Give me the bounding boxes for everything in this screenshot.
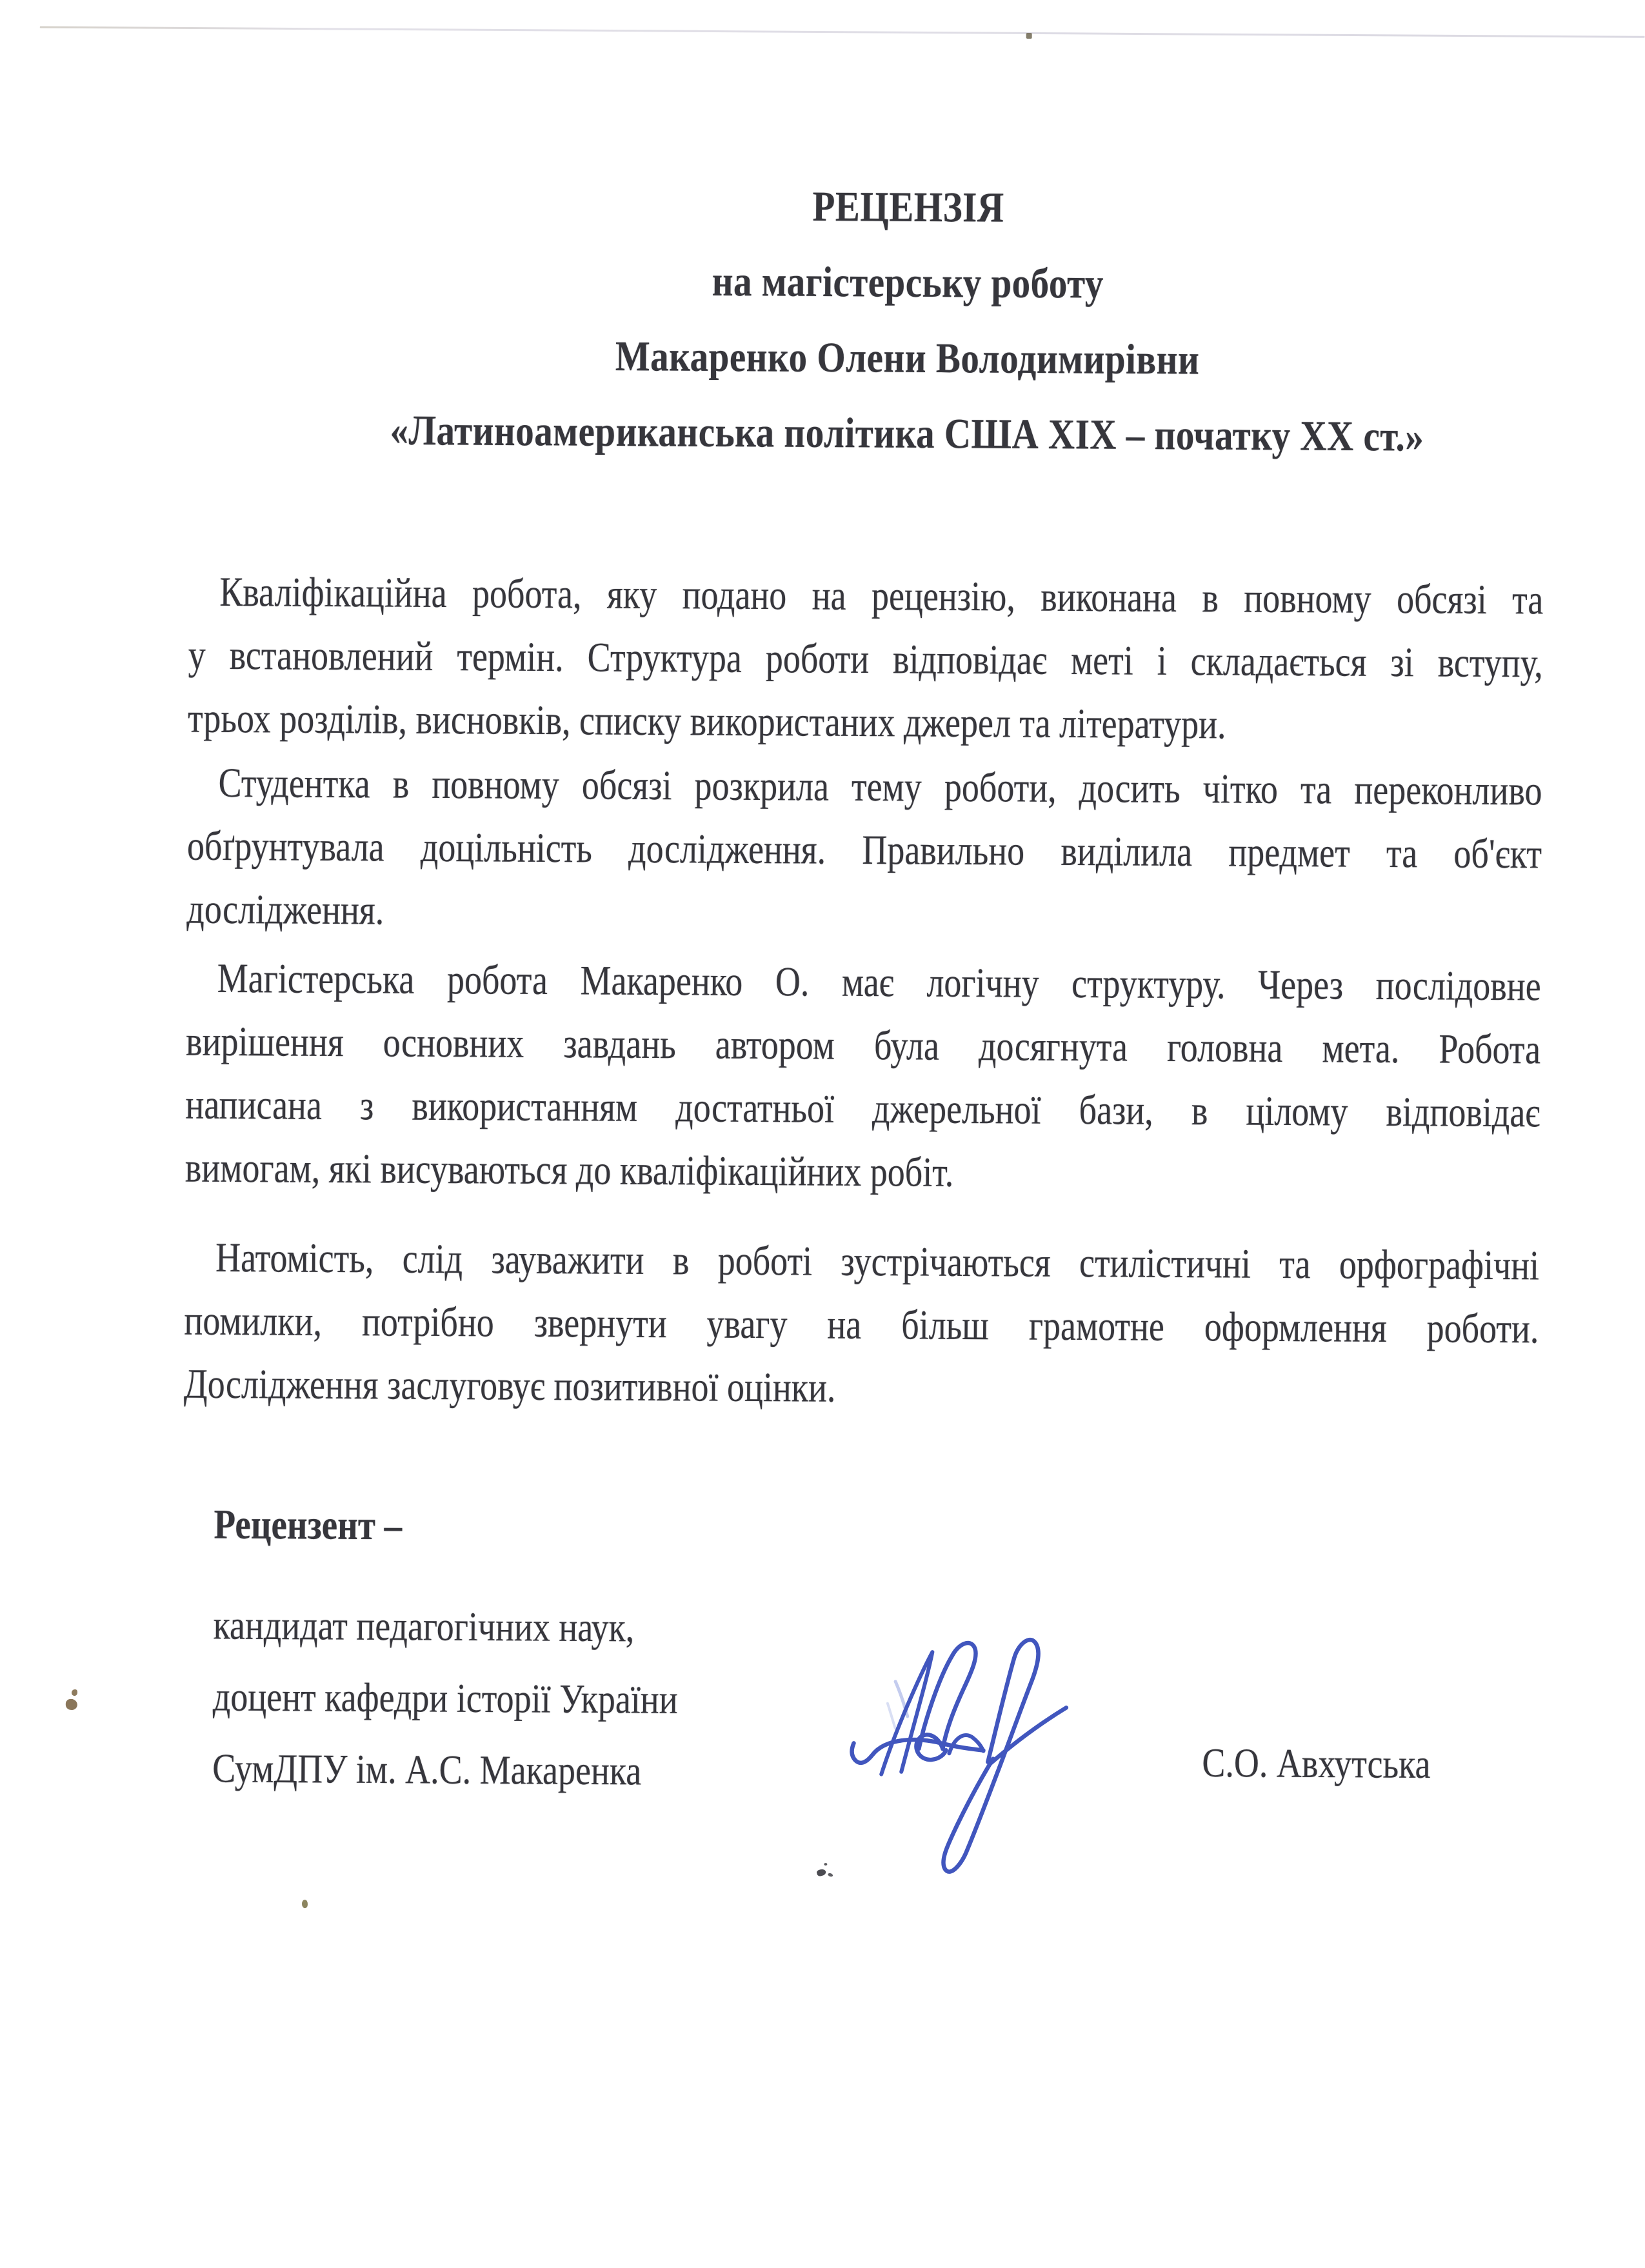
author-line: Макаренко Олени Володимирівни <box>615 333 1200 384</box>
paragraph <box>188 560 1544 758</box>
text-line: трьох розділів, висновків, списку використаних джерел та літератури. <box>187 695 1226 748</box>
credential-line: СумДПУ ім. А.С. Макаренка <box>212 1745 642 1794</box>
scan-speck <box>66 1699 77 1710</box>
subtitle-line: на магістерську роботу <box>712 257 1104 308</box>
text-line: вирішення основних завдань автором була досягнута головна мета. Робота <box>185 1018 1541 1073</box>
reviewer-label: Рецензент – <box>214 1500 403 1549</box>
paragraph <box>186 751 1542 949</box>
text-line: у встановлений термін. Структура роботи відповідає меті і складається зі вступу, <box>188 632 1543 686</box>
text-line: Кваліфікаційна робота, яку подано на рецензію, виконана в повному обсязі та <box>219 568 1544 623</box>
scan-speck <box>1026 33 1032 39</box>
text-line: Магістерська робота Макаренко О. має логічну структуру. Через послідовне <box>217 955 1541 1010</box>
scan-artifact-line <box>40 26 1645 38</box>
scan-speck <box>816 1868 826 1876</box>
scan-speck <box>302 1900 308 1908</box>
reviewer-credentials <box>212 1589 679 1807</box>
signature-name: С.О. Авхутська <box>1202 1740 1431 1787</box>
paragraph <box>185 946 1541 1208</box>
credential-line: кандидат педагогічних наук, <box>213 1602 635 1651</box>
paragraph <box>184 1226 1540 1424</box>
scan-speck <box>824 1863 827 1865</box>
text-line: Дослідження заслуговує позитивної оцінки. <box>183 1360 836 1411</box>
text-line: написана з використанням достатньої джерельної бази, в цілому відповідає <box>185 1081 1540 1136</box>
text-line: вимогам, які висуваються до кваліфікаційних робіт. <box>184 1144 954 1196</box>
text-line: дослідження. <box>186 886 384 933</box>
page-title: РЕЦЕНЗІЯ <box>812 183 1004 232</box>
text-line: обґрунтувала доцільність дослідження. Правильно виділила предмет та об'єкт <box>186 822 1542 877</box>
scan-speck <box>828 1873 833 1877</box>
text-line: Студентка в повному обсязі розкрила тему роботи, досить чітко та переконливо <box>218 759 1542 814</box>
thesis-title-line: «Латиноамериканська політика США XIX – початку XX ст.» <box>390 406 1424 461</box>
text-line: помилки, потрібно звернути увагу на більш грамотне оформлення роботи. <box>184 1297 1539 1352</box>
credential-line: доцент кафедри історії України <box>212 1673 678 1722</box>
text-line: Натомість, слід зауважити в роботі зустрічаються стилістичні та орфографічні <box>215 1234 1540 1289</box>
document-heading <box>230 165 1586 475</box>
handwritten-signature <box>840 1626 1086 1885</box>
scan-speck <box>72 1689 77 1696</box>
